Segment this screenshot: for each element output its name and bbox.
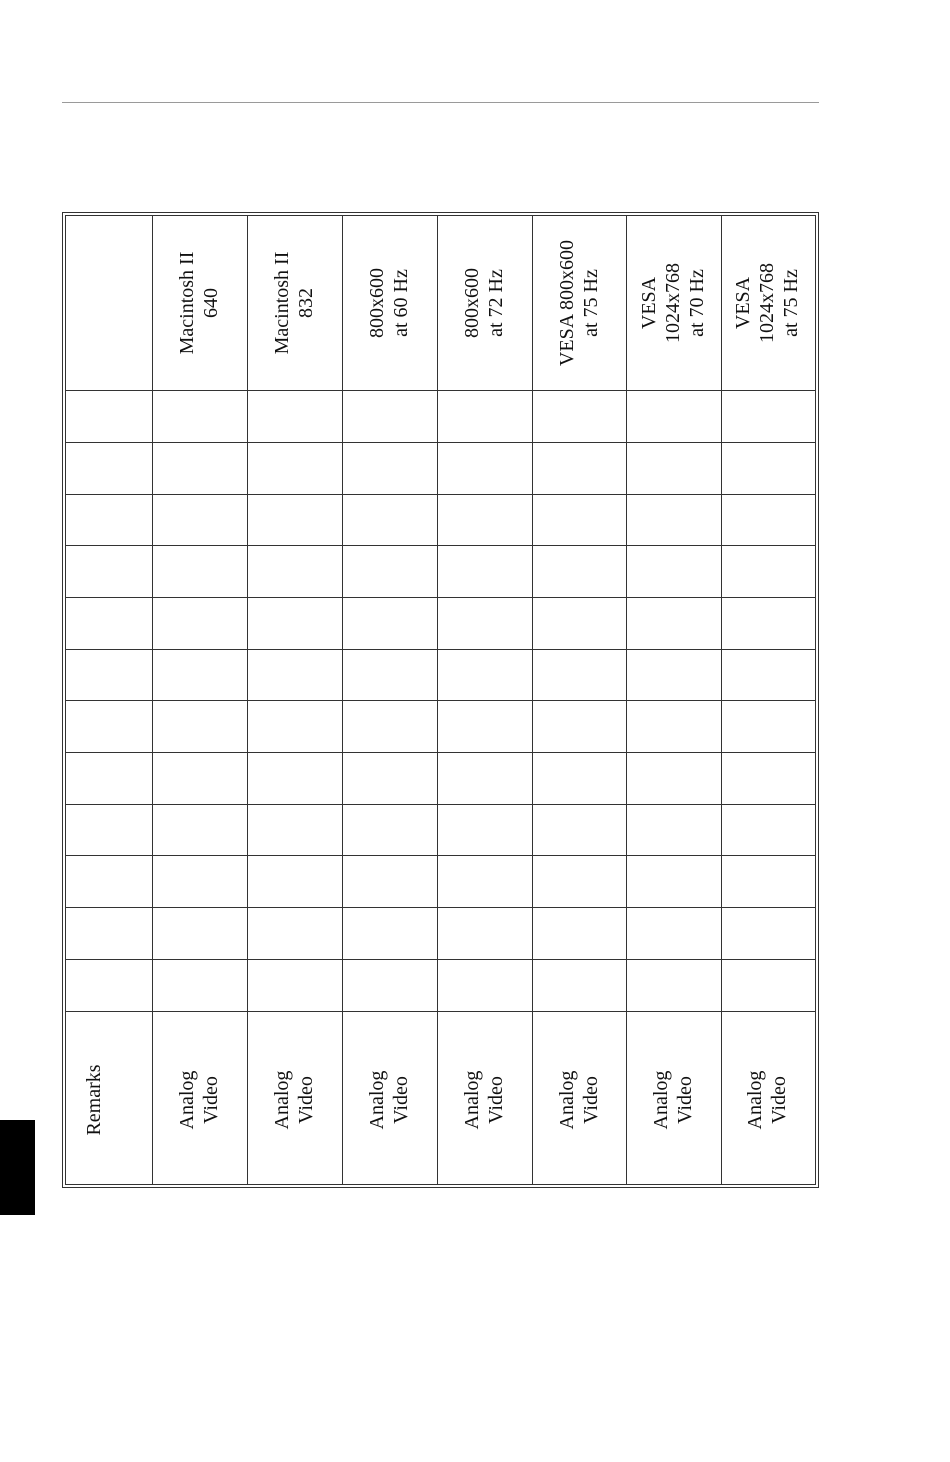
mode-header-macintosh-640: Macintosh II 640 xyxy=(176,251,222,355)
remarks-header: Remarks xyxy=(83,1064,105,1136)
remarks-cell: Analog Video xyxy=(650,1070,696,1130)
timing-table-grid xyxy=(65,215,816,1185)
row-divider xyxy=(66,959,815,960)
section-thumb-tab xyxy=(0,1120,35,1215)
mode-header-vesa-800x600-75: VESA 800x600 at 75 Hz xyxy=(556,239,602,367)
row-divider xyxy=(66,390,815,391)
remarks-cell: Analog Video xyxy=(556,1070,602,1130)
header-rule xyxy=(62,102,819,103)
mode-header-vesa-1024x768-75: VESA 1024x768 at 75 Hz xyxy=(732,263,802,343)
mode-header-macintosh-832: Macintosh II 832 xyxy=(271,251,317,355)
row-divider xyxy=(66,597,815,598)
remarks-cell: Analog Video xyxy=(461,1070,507,1130)
row-divider xyxy=(66,442,815,443)
remarks-cell: Analog Video xyxy=(271,1070,317,1130)
remarks-cell: Analog Video xyxy=(744,1070,790,1130)
mode-header-800x600-72: 800x600 at 72 Hz xyxy=(461,268,507,338)
row-divider xyxy=(66,804,815,805)
row-divider xyxy=(66,855,815,856)
row-divider xyxy=(66,545,815,546)
remarks-cell: Analog Video xyxy=(366,1070,412,1130)
row-divider xyxy=(66,700,815,701)
mode-header-800x600-60: 800x600 at 60 Hz xyxy=(366,268,412,338)
row-divider xyxy=(66,649,815,650)
remarks-cell: Analog Video xyxy=(176,1070,222,1130)
row-divider xyxy=(66,752,815,753)
mode-header-vesa-1024x768-70: VESA 1024x768 at 70 Hz xyxy=(638,263,708,343)
timing-table xyxy=(62,212,819,1188)
row-divider xyxy=(66,1011,815,1012)
row-divider xyxy=(66,907,815,908)
row-divider xyxy=(66,494,815,495)
